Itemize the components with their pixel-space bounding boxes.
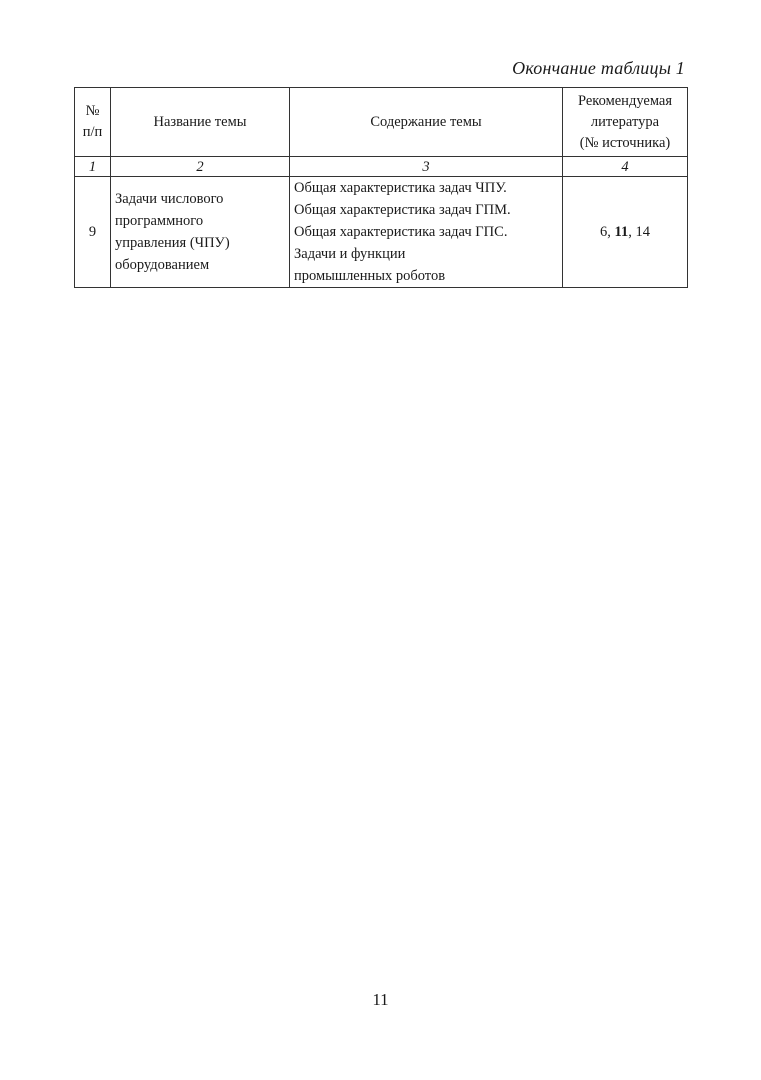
- column-number: 4: [563, 157, 688, 177]
- row-num: 9: [75, 177, 111, 288]
- column-number-row: [75, 157, 688, 177]
- lit-ref-bold: 11: [614, 224, 629, 240]
- header-name: Название темы: [111, 88, 290, 157]
- table-caption: Окончание таблицы 1: [512, 58, 685, 78]
- lit-ref: 14: [635, 224, 650, 240]
- topic-content: Общая характеристика задач ЧПУ. Общая характеристика задач ГПМ. Общая характеристика задач ГПС. Задачи и функции промышленных роботов: [290, 177, 563, 288]
- header-num: № п/п: [75, 88, 111, 157]
- topic-name: Задачи числового программного управления (ЧПУ) оборудованием: [111, 177, 290, 288]
- header-literature: Рекомендуемая литература (№ источника): [563, 88, 688, 157]
- column-number: 3: [290, 157, 563, 177]
- header-row: [75, 88, 688, 157]
- topics-table: [74, 87, 688, 288]
- lit-sep: ,: [607, 224, 615, 240]
- table-row: [75, 177, 688, 288]
- lit-ref: 6: [600, 224, 608, 240]
- literature-refs: [563, 177, 688, 288]
- column-number: 2: [111, 157, 290, 177]
- column-number: 1: [75, 157, 111, 177]
- header-content: Содержание темы: [290, 88, 563, 157]
- page-number: 11: [372, 990, 389, 1009]
- lit-sep: ,: [628, 224, 636, 240]
